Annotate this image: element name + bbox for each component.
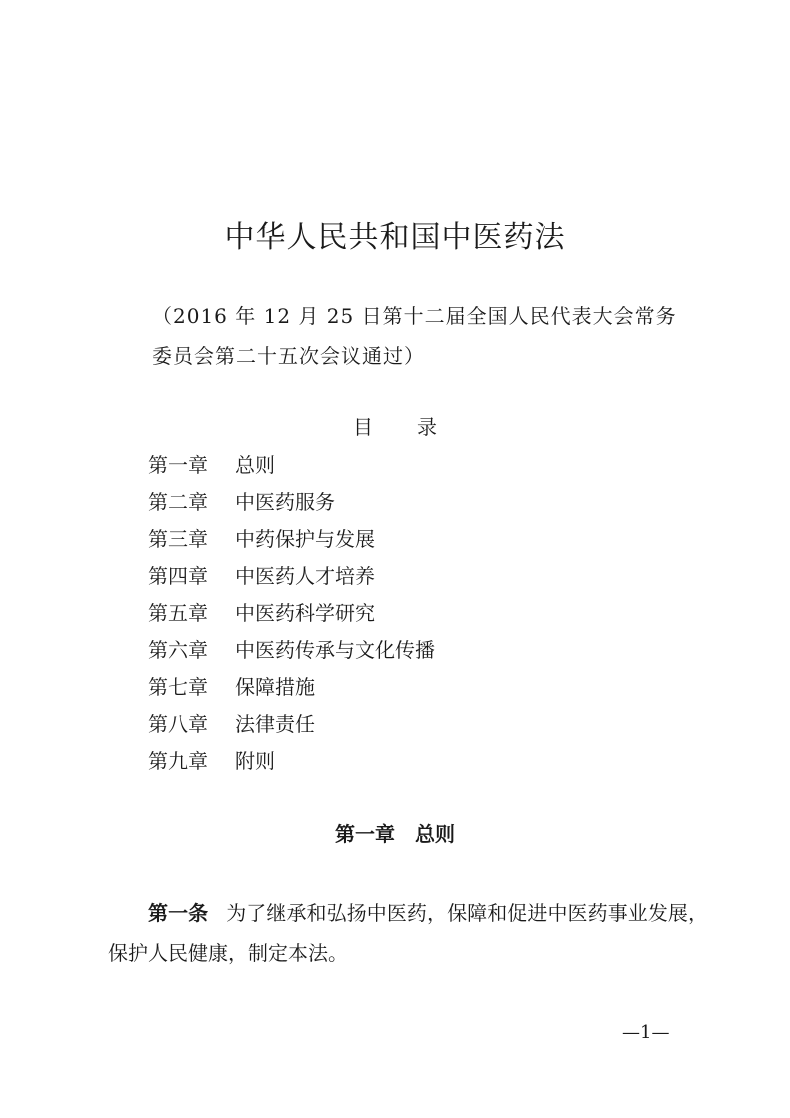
table-of-contents bbox=[148, 447, 435, 780]
document-title: 中华人民共和国中医药法 bbox=[224, 220, 566, 255]
toc-item-number: 第二章 bbox=[148, 490, 208, 514]
toc-item-number: 第八章 bbox=[148, 712, 208, 736]
toc-item-number: 第九章 bbox=[148, 749, 208, 773]
toc-item-title: 中医药科学研究 bbox=[235, 601, 375, 625]
adoption-note-line-2: 委员会第二十五次会议通过） bbox=[152, 344, 425, 368]
adoption-note-line-1: （2016 年 12 月 25 日第十二届全国人民代表大会常务 bbox=[152, 304, 677, 328]
toc-item-number: 第三章 bbox=[148, 527, 208, 551]
article-paragraph bbox=[108, 893, 708, 973]
toc-item bbox=[148, 632, 435, 669]
toc-item-number: 第四章 bbox=[148, 564, 208, 588]
toc-item-title: 法律责任 bbox=[235, 712, 315, 736]
toc-item bbox=[148, 669, 435, 706]
toc-item-title: 中医药服务 bbox=[235, 490, 335, 514]
toc-item-title: 中医药传承与文化传播 bbox=[235, 638, 435, 662]
chapter-heading bbox=[0, 818, 790, 847]
page-number: —1— bbox=[622, 1022, 670, 1043]
toc-item bbox=[148, 521, 435, 558]
chapter-title: 总则 bbox=[415, 822, 455, 846]
chapter-number: 第一章 bbox=[335, 822, 395, 846]
toc-heading-right: 录 bbox=[417, 415, 437, 439]
article-text: 为了继承和弘扬中医药，保障和促进中医药事业发展，保护人民健康，制定本法。 bbox=[108, 901, 709, 965]
toc-item-title: 中药保护与发展 bbox=[235, 527, 375, 551]
toc-item bbox=[148, 447, 435, 484]
toc-item bbox=[148, 595, 435, 632]
toc-item-title: 总则 bbox=[235, 453, 275, 477]
toc-item bbox=[148, 558, 435, 595]
toc-item bbox=[148, 706, 435, 743]
toc-heading-left: 目 bbox=[353, 415, 373, 439]
toc-item-number: 第五章 bbox=[148, 601, 208, 625]
toc-item-title: 附则 bbox=[235, 749, 275, 773]
toc-item-title: 保障措施 bbox=[235, 675, 315, 699]
toc-item-number: 第七章 bbox=[148, 675, 208, 699]
toc-heading bbox=[0, 411, 790, 440]
toc-item bbox=[148, 743, 435, 780]
toc-item-number: 第一章 bbox=[148, 453, 208, 477]
toc-item-number: 第六章 bbox=[148, 638, 208, 662]
toc-item bbox=[148, 484, 435, 521]
article-number: 第一条 bbox=[148, 901, 209, 925]
toc-item-title: 中医药人才培养 bbox=[235, 564, 375, 588]
